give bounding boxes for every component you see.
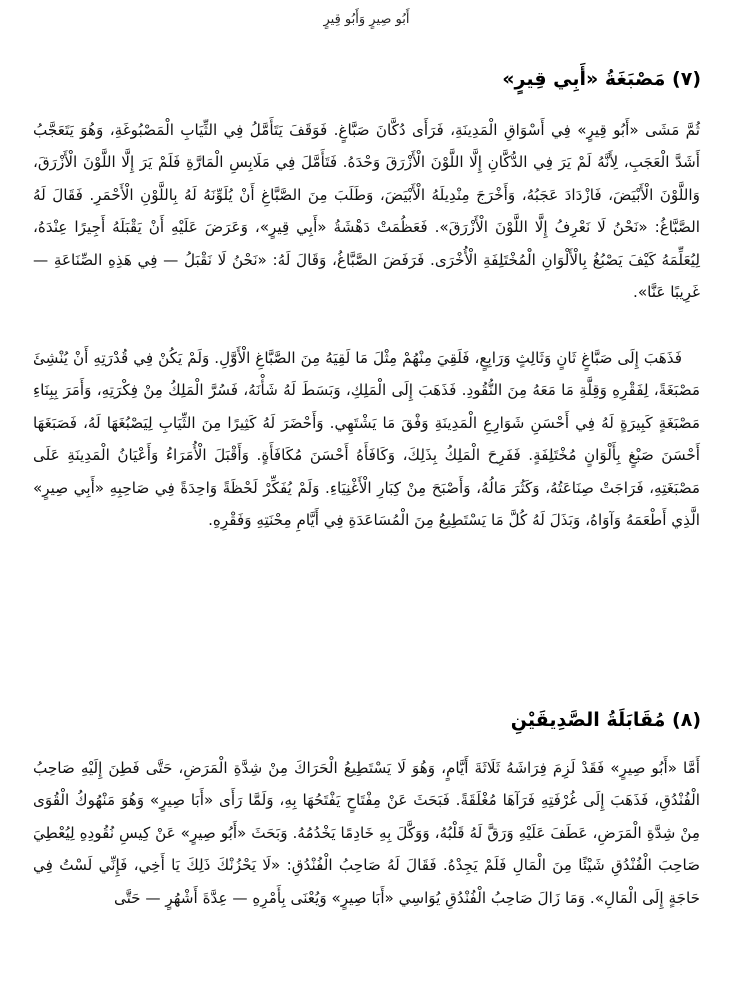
- paragraph: أَمَّا «أَبُو صِيرٍ» فَقَدْ لَزِمَ فِرَاشَهُ ثَلَاثَةَ أَيَّامٍ، وَهُوَ لَا يَسْتَطِيعُ الْحَرَاكَ مِنْ شِدَّةِ الْمَرَضِ، حَتَّى فَطِنَ إِلَيْهِ صَاحِبُ الْفُنْدُقِ، فَذَهَبَ إِلَى غُرْفَتِهِ فَرَآهَا مُغْلَقَةً. فَبَحَثَ عَنْ مِفْتَاحٍ يَفْتَحُهَا بِهِ، وَلَمَّا رَأَى «أَبَا صِيرٍ» وَهُوَ مَنْهُوكُ الْقُوَى مِنْ شِدَّةِ الْمَرَضِ، عَطَفَ عَلَيْهِ وَرَقَّ لَهُ قَلْبُهُ، وَوَكَّلَ بِهِ خَادِمًا يَخْدُمُهُ. وَبَحَثَ «أَبُو صِيرٍ» عَنْ كِيسِ نُقُودِهِ لِيُعْطِيَ صَاحِبَ الْفُنْدُقِ شَيْئًا مِنَ الْمَالِ فَلَمْ يَجِدْهُ. فَقَالَ لَهُ صَاحِبُ الْفُنْدُقِ: «لَا يَحْزُنْكَ ذَلِكَ يَا أَخِي، فَإِنِّي لَسْتُ فِي حَاجَةٍ إِلَى الْمَالِ». وَمَا زَالَ صَاحِبُ الْفُنْدُقِ يُوَاسِي «أَبَا صِيرٍ» وَيُعْنَى بِأَمْرِهِ — عِدَّةَ أَشْهُرٍ — حَتَّى: [33, 759, 700, 907]
- paragraph: ثُمَّ مَشَى «أَبُو قِيرٍ» فِي أَسْوَاقِ الْمَدِينَةِ، فَرَأَى دُكَّانَ صَبَّاغٍ. فَوَقَفَ يَتَأَمَّلُ فِي الثِّيَابِ الْمَصْبُوغَةِ، وَهُوَ يَتَعَجَّبُ أَشَدَّ الْعَجَبِ، لِأَنَّهُ لَمْ يَرَ فِي الدُّكَّانِ إِلَّا اللَّوْنَ الْأَزْرَقَ وَحْدَهُ. فَتَأَمَّلَ فِي مَلَابِسِ الْمَارَّةِ فَلَمْ يَرَ إِلَّا اللَّوْنَ الْأَزْرَقَ، وَاللَّوْنَ الْأَبْيَضَ، فَازْدَادَ عَجَبُهُ، وَأَخْرَجَ مِنْدِيلَهُ الْأَبْيَضَ، وَطَلَبَ مِنَ الصَّبَّاغِ أَنْ يُلَوِّنَهُ لَهُ بِاللَّوْنِ الْأَحْمَرِ. فَقَالَ لَهُ الصَّبَّاغُ: «نَحْنُ لَا نَعْرِفُ إِلَّا اللَّوْنَ الْأَزْرَقَ». فَعَظُمَتْ دَهْشَةُ «أَبِي قِيرٍ»، وَعَرَضَ عَلَيْهِ أَنْ يَقْبَلَهُ أَجِيرًا عِنْدَهُ، لِيُعَلِّمَهُ كَيْفَ يَصْبُغُ بِالْأَلْوَانِ الْمُخْتَلِفَةِ الْأُخْرَى. فَرَفَضَ الصَّبَّاغُ، وَقَالَ لَهُ: «نَحْنُ لَا نَقْبَلُ — فِي هَذِهِ الصِّنَاعَةِ — غَرِيبًا عَنَّا».: [33, 121, 700, 302]
- running-header: أَبُو صِيرٍ وَأَبُو قِيرٍ: [323, 12, 410, 27]
- section-title-7: (٧) مَصْبَغَةُ «أَبِي قِيرٍ»: [502, 68, 701, 90]
- section-title-8: (٨) مُقَابَلَةُ الصَّدِيقَيْنِ: [510, 709, 701, 731]
- paragraph: فَذَهَبَ إِلَى صَبَّاغٍ ثَانٍ وَثَالِثٍ وَرَابِعٍ، فَلَقِيَ مِنْهُمْ مِثْلَ مَا لَقِيَهُ مِنَ الصَّبَّاغِ الْأَوَّلِ. وَلَمْ يَكُنْ فِي قُدْرَتِهِ أَنْ يُنْشِئَ مَصْبَغَةً، لِفَقْرِهِ وَقِلَّةِ مَا مَعَهُ مِنَ النُّقُودِ. فَذَهَبَ إِلَى الْمَلِكِ، وَبَسَطَ لَهُ شَأْنَهُ، فَسُرَّ الْمَلِكُ مِنْ فِكْرَتِهِ، وَأَمَرَ بِبِنَاءِ مَصْبَغَةٍ كَبِيرَةٍ لَهُ فِي أَحْسَنِ شَوَارِعِ الْمَدِينَةِ وَفْقَ مَا يَشْتَهِي. وَأَحْضَرَ لَهُ كَثِيرًا مِنَ الثِّيَابِ لِيَصْبُغَهَا لَهُ، فَصَبَغَهَا أَحْسَنَ صَبْغٍ بِأَلْوَانٍ مُخْتَلِفَةٍ. فَفَرِحَ الْمَلِكُ بِذَلِكَ، وَكَافَأَهُ أَحْسَنَ مُكَافَأَةٍ. وَأَقْبَلَ الْأُمَرَاءُ وَأَعْيَانُ الْمَدِينَةِ عَلَى مَصْبَغَتِهِ، فَرَاجَتْ صِنَاعَتُهُ، وَكَثُرَ مَالُهُ، وَأَصْبَحَ مِنْ كِبَارِ الْأَغْنِيَاءِ. وَلَمْ يُفَكِّرْ لَحْظَةً وَاحِدَةً فِي صَاحِبِهِ «أَبِي صِيرٍ» الَّذِي أَطْعَمَهُ وَآوَاهُ، وَبَذَلَ لَهُ كُلَّ مَا يَسْتَطِيعُ مِنَ الْمُسَاعَدَةِ فِي أَيَّامِ مِحْنَتِهِ وَفَقْرِهِ.: [33, 349, 700, 530]
